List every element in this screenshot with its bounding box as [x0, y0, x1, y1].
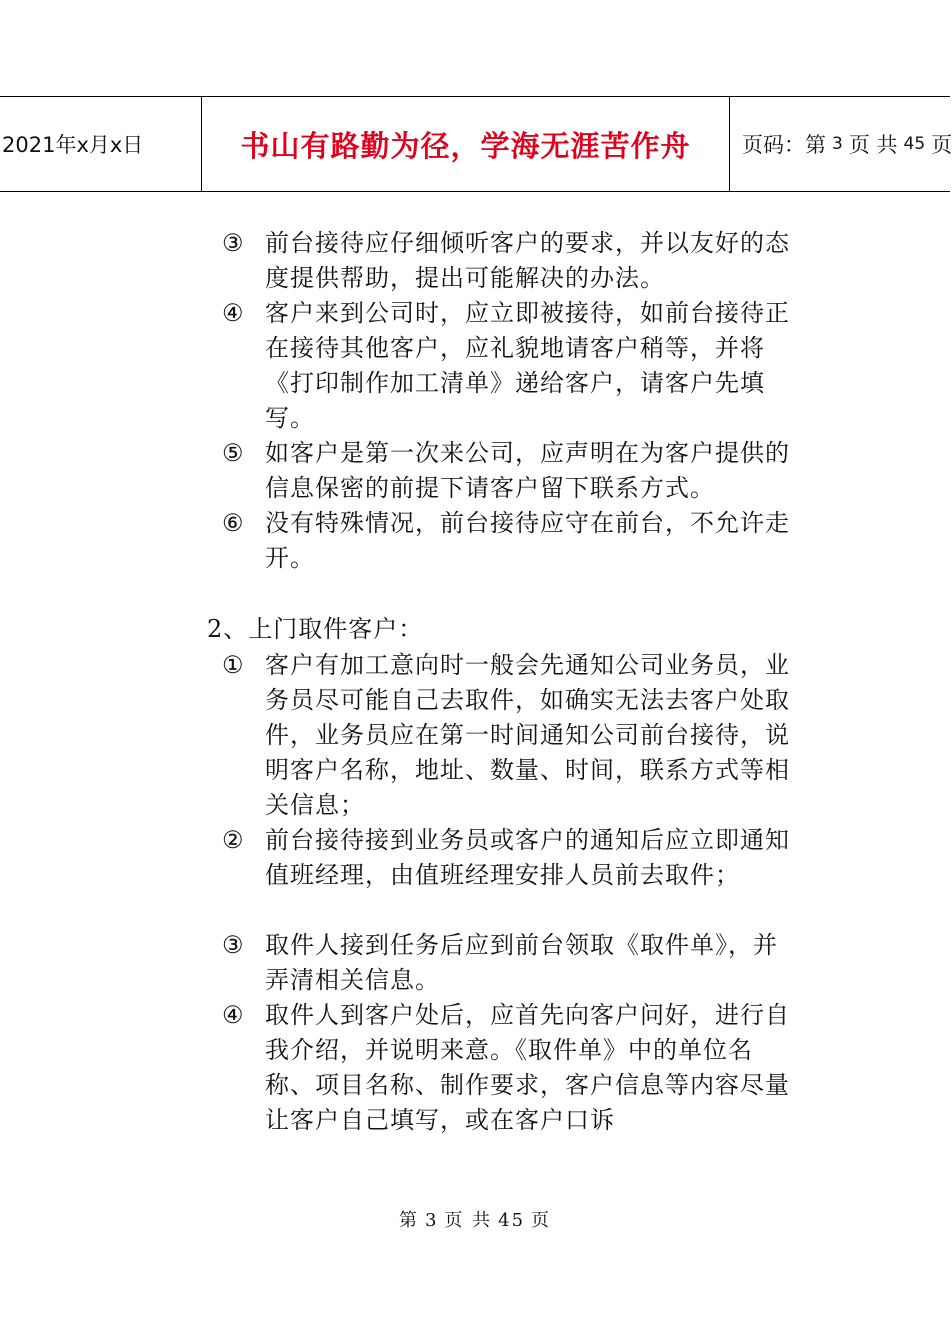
list-marker: ⑤ — [222, 439, 245, 467]
header-date: 2021年x月x日 — [0, 97, 202, 191]
footer-page-total: 45 — [498, 1210, 526, 1231]
list-item — [222, 226, 802, 296]
footer-page-current: 3 — [424, 1210, 439, 1231]
list-item — [222, 296, 802, 436]
list-item — [222, 648, 802, 823]
footer-prefix: 第 — [398, 1210, 419, 1231]
header-page-total: 45 — [903, 134, 926, 154]
list-item — [222, 928, 802, 998]
list-item — [222, 436, 802, 506]
list-item-text: 客户来到公司时，应立即被接待，如前台接待正在接待其他客户，应礼貌地请客户稍等，并将《打印制作加工清单》递给客户，请客户先填写。 — [265, 299, 790, 432]
list-marker: ⑥ — [222, 509, 245, 537]
list-marker: ① — [222, 651, 245, 679]
header-page-number — [730, 97, 950, 191]
list-item-text: 如客户是第一次来公司，应声明在为客户提供的信息保密的前提下请客户留下联系方式。 — [265, 439, 790, 502]
list-item-text: 前台接待应仔细倾听客户的要求，并以友好的态度提供帮助，提出可能解决的办法。 — [265, 229, 790, 292]
list-marker: ④ — [222, 1001, 245, 1029]
list-marker: ③ — [222, 931, 245, 959]
list-item-text: 没有特殊情况，前台接待应守在前台，不允许走开。 — [265, 509, 790, 572]
list-item-text: 取件人到客户处后，应首先向客户问好，进行自我介绍，并说明来意。《取件单》中的单位名称、项目名称、制作要求，客户信息等内容尽量让客户自己填写，或在客户口诉 — [265, 1001, 790, 1134]
footer-suffix: 页 — [531, 1210, 552, 1231]
list-item — [222, 998, 802, 1138]
page-header — [0, 96, 950, 192]
header-page-mid: 页 共 — [848, 133, 898, 157]
list-item-text: 客户有加工意向时一般会先通知公司业务员，业务员尽可能自己去取件，如确实无法去客户处取件，业务员应在第一时间通知公司前台接待，说明客户名称，地址、数量、时间，联系方式等相关信息； — [265, 651, 790, 819]
list-item-text: 前台接待接到业务员或客户的通知后应立即通知值班经理，由值班经理安排人员前去取件； — [265, 826, 790, 889]
header-page-current: 3 — [832, 134, 843, 154]
section-title: 2、上门取件客户： — [207, 615, 424, 643]
list-item — [222, 506, 802, 576]
header-motto: 书山有路勤为径，学海无涯苦作舟 — [202, 97, 730, 191]
list-item-text: 取件人接到任务后应到前台领取《取件单》，并弄清相关信息。 — [265, 931, 778, 994]
footer-mid: 页 共 — [444, 1210, 493, 1231]
list-marker: ③ — [222, 229, 245, 257]
page-footer — [0, 1206, 950, 1232]
header-page-suffix: 页 — [931, 133, 952, 157]
list-marker: ② — [222, 826, 245, 854]
list-item — [222, 823, 802, 893]
header-page-prefix: 页码：第 — [742, 133, 826, 157]
list-marker: ④ — [222, 299, 245, 327]
